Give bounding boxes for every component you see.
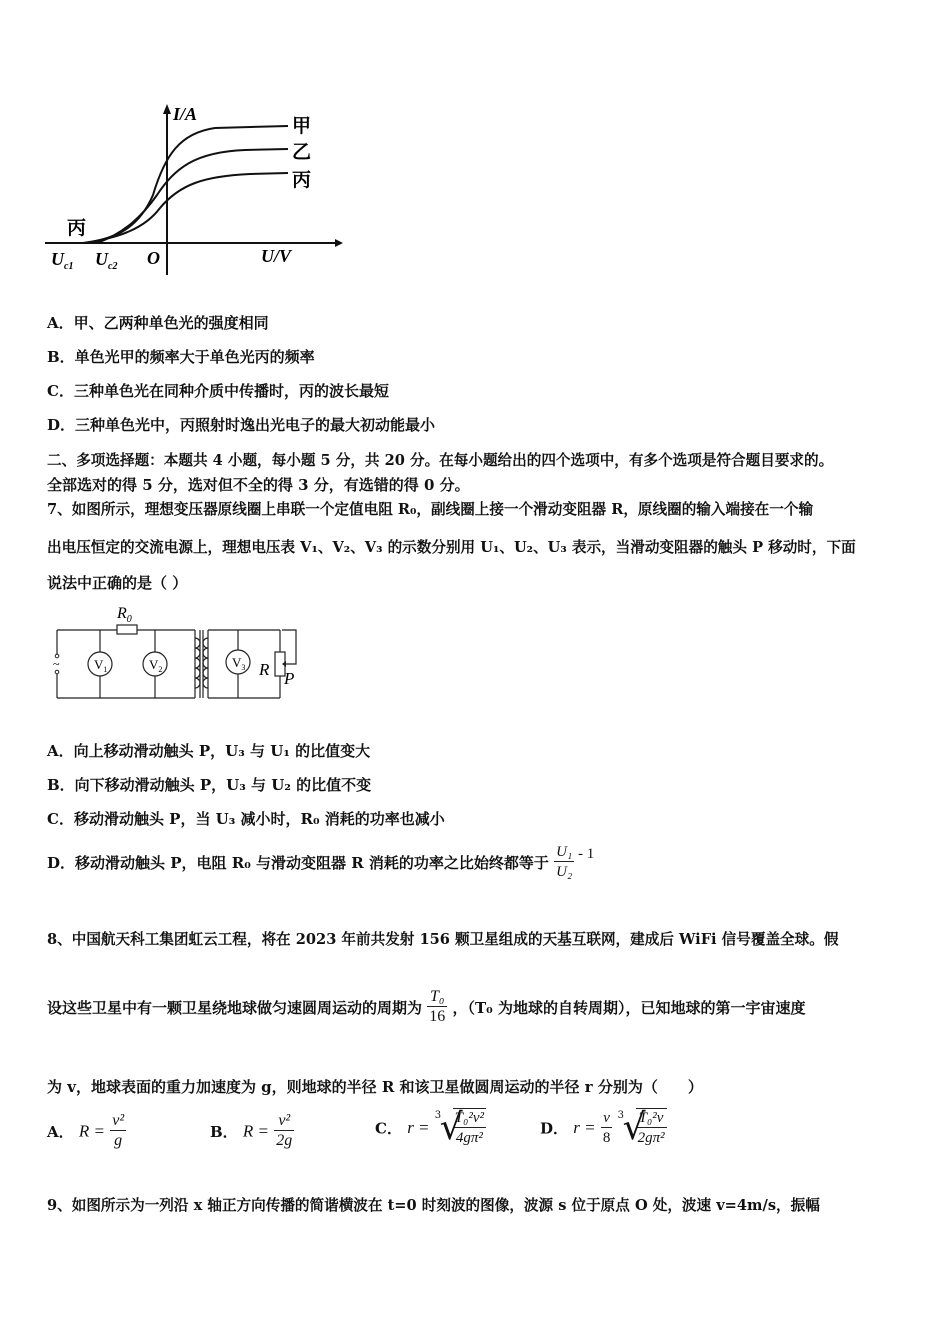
curve-label-yi: 乙 <box>292 142 312 163</box>
photoelectric-iu-graph <box>45 100 345 280</box>
u1-over-u2-fraction: $\frac{\text{U₁}}{\text{U₂}}$ <box>556 844 573 880</box>
ac-source-symbol: ~ <box>53 657 60 671</box>
q7-line1: 7、如图所示，理想变压器原线圈上串联一个定值电阻 R₀，副线圈上接一个滑动变阻器 R，原线圈的输入端接在一个输 <box>47 501 814 518</box>
q7-option-c: C．移动滑动触头 P，当 U₃ 减小时，R₀ 消耗的功率也减小 <box>47 810 445 828</box>
cube-root-d: 3 √ $\frac{\text{T₀²v}}{\text{2gπ²}}$ <box>617 1107 665 1148</box>
secondary-coil <box>203 638 208 688</box>
v2-label: $V_2$ <box>149 657 163 674</box>
q7-option-d-text: D．移动滑动触头 P，电阻 R₀ 与滑动变阻器 R 消耗的功率之比始终都等于 <box>47 854 549 872</box>
lower-left-label: 丙 <box>67 218 87 239</box>
q7-option-b: B．向下移动滑动触头 P，U₃ 与 U₂ 的比值不变 <box>47 776 372 794</box>
transformer-circuit <box>50 600 310 705</box>
q9-line1: 9、如图所示为一列沿 x 轴正方向传播的简谐横波在 t=0 时刻波的图像，波源 s 位于原点 O 处，波速 v=4m/s，振幅 <box>47 1197 820 1214</box>
cube-root-c: 3 √ $\frac{\text{T₀²v²}}{\text{4gπ²}}$ <box>434 1107 484 1148</box>
q7-option-d: D．移动滑动触头 P，电阻 R₀ 与滑动变阻器 R 消耗的功率之比始终都等于 $\frac{\text{U₁}}{\text{U₂}}$ - 1 <box>47 844 595 880</box>
v1-label: $V_1$ <box>94 657 108 674</box>
q8-line3: 为 v，地球表面的重力加速度为 g，则地球的半径 R 和该卫星做圆周运动的半径 r 分别为（ ） <box>47 1078 703 1096</box>
q6-option-d: D．三种单色光中，丙照射时逸出光电子的最大初动能最小 <box>47 416 436 434</box>
curve-jia <box>85 126 288 243</box>
q8-line1: 8、中国航天科工集团虹云工程，将在 2023 年前共发射 156 颗卫星组成的天基互联网，建成后 WiFi 信号覆盖全球。假 <box>47 931 839 948</box>
curve-label-jia: 甲 <box>292 116 312 137</box>
curve-bing <box>83 173 288 243</box>
primary-coil <box>195 638 200 688</box>
section2-line2: 全部选对的得 5 分，选对但不全的得 3 分，有选错的得 0 分。 <box>47 476 470 494</box>
q8-line2: 设这些卫星中有一颗卫星绕地球做匀速圆周运动的周期为 $\frac{\text{T₀}}{16}$ ，（T₀ 为地球的自转周期），已知地球的第一宇宙速度 <box>47 988 806 1025</box>
v3-label: $V_3$ <box>232 655 246 672</box>
uc2-label: $U_{c2}$ <box>95 249 118 272</box>
q7-option-a: A．向上移动滑动触头 P，U₃ 与 U₁ 的比值变大 <box>47 742 371 760</box>
q6-option-c: C．三种单色光在同种介质中传播时，丙的波长最短 <box>47 382 389 400</box>
slider-p-label: P <box>284 669 295 688</box>
r0-label: $R_0$ <box>117 605 132 625</box>
x-axis-label: U/V <box>261 246 292 266</box>
q8-option-d: D． r = $\frac{v}{8}$ 3 √ $\frac{\text{T₀²v}}{\text{2gπ²}}$ <box>540 1107 665 1148</box>
r0-resistor <box>117 625 137 634</box>
curve-label-bing: 丙 <box>292 170 312 191</box>
rheostat-label: R <box>259 660 270 679</box>
origin-label: O <box>147 248 160 268</box>
uc1-label: $U_{c1}$ <box>51 249 74 272</box>
t0-over-16-fraction: $\frac{\text{T₀}}{16}$ <box>429 988 446 1025</box>
q6-option-b: B．单色光甲的频率大于单色光丙的频率 <box>47 348 315 366</box>
q8-option-b: B． R = $\frac{\text{v²}}{2g}$ <box>210 1112 293 1149</box>
y-axis-label: I/A <box>173 104 198 124</box>
slider-wire <box>282 630 296 664</box>
q7-line2: 出电压恒定的交流电源上，理想电压表 V₁、V₂、V₃ 的示数分别用 U₁、U₂、U₃ 表示，当滑动变阻器的触头 P 移动时，下面 <box>47 539 856 556</box>
curve-yi <box>97 149 288 243</box>
q8-option-c: C． r = 3 √ $\frac{\text{T₀²v²}}{\text{4gπ²}}$ <box>375 1107 484 1148</box>
section2-line1: 二、多项选择题：本题共 4 小题，每小题 5 分，共 20 分。在每小题给出的四个选项中，有多个选项是符合题目要求的。 <box>47 452 834 469</box>
q7-line3: 说法中正确的是（ ） <box>47 574 188 592</box>
q6-option-a: A．甲、乙两种单色光的强度相同 <box>47 314 269 332</box>
q8-option-a: A． R = $\frac{\text{v²}}{g}$ <box>47 1112 125 1149</box>
